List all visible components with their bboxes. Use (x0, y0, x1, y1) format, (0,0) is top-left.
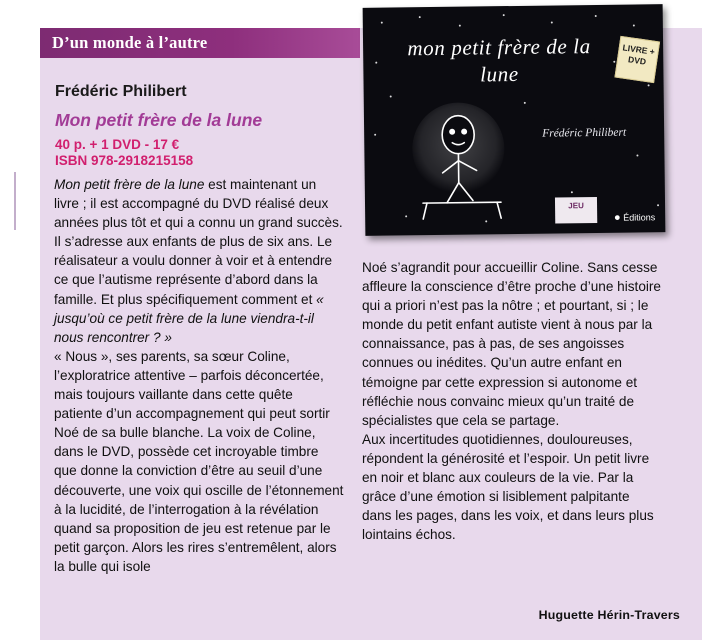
book-cover-image (360, 2, 672, 240)
publisher-logo-jeu: JEU (555, 197, 597, 224)
cover-author: Frédéric Philibert (542, 126, 627, 140)
publisher-logo-editions (614, 212, 655, 223)
book-author: Frédéric Philibert (55, 83, 187, 100)
paragraph: Mon petit frère de la lune est maintenant un livre ; il est accompagné du DVD réalisé deux années plus tôt et qui a connu un grand succès. Il s’adresse aux enfants de plus de six ans. Le réalisateur a voulu donner à voir et à entendre ce que l’autisme représente d’abord dans la famille. Et plus spécifiquement comment et « jusqu’où ce petit frère de la lune viendra-t-il nous rencontrer ? » (54, 177, 343, 345)
cover-title: mon petit frère de la lune (407, 34, 591, 87)
book-isbn: ISBN 978-2918215158 (55, 153, 194, 168)
body-column-right (362, 258, 662, 544)
article-signature: Huguette Hérin-Travers (538, 608, 680, 622)
section-title: D’un monde à l’autre (52, 33, 208, 52)
book-cover (363, 4, 666, 236)
book-title: Mon petit frère de la lune (55, 110, 263, 130)
paragraph: Noé s’agrandit pour accueillir Coline. Sans cesse affleure la conscience d’être proche d’une histoire qui a priori n’est pas la nôtre ; et pourtant, si ; le monde du petit enfant autiste vient à nous par la connaissance, pas à pas, de ses angoisses connues ou inédites. Qu’un autre enfant en témoigne par cette expression si autonome et réfléchie nous convainc mieux qu’un traité de spécialistes que cela se partage. (362, 260, 661, 428)
paragraph: « Nous », ses parents, sa sœur Coline, l’exploratrice attentive – parfois déconcertée, mais toujours vaillante dans cette quête patiente d’un accompagnement qui peut sortir Noé de sa bulle blanche. La voix de Coline, dans le DVD, possède cet incroyable timbre que donne la conviction d’être au seuil d’une découverte, une voix qui oscille de l’étonnement à la lucidité, de l’interrogation à la révélation quand sa proposition de jeu est retenue par le petit garçon. Alors les rires s’entremêlent, alors la bulle qui isole (54, 348, 344, 574)
body-column-left (54, 175, 344, 576)
livre-dvd-badge: LIVRE + DVD (614, 36, 660, 83)
book-price: 40 p. + 1 DVD - 17 € (55, 137, 180, 152)
editions-label: Éditions (623, 212, 656, 223)
page-edge-mark (14, 172, 16, 230)
editions-mark: ● (613, 211, 621, 224)
paragraph: Aux incertitudes quotidiennes, douloureuses, répondent la générosité et l’espoir. Un petit livre en noir et blanc aux couleurs de la vie. Par la grâce d’une émotion si lisiblement palpitante dans les pages, dans les voix, et dans leurs plus lointains échos. (362, 431, 654, 543)
